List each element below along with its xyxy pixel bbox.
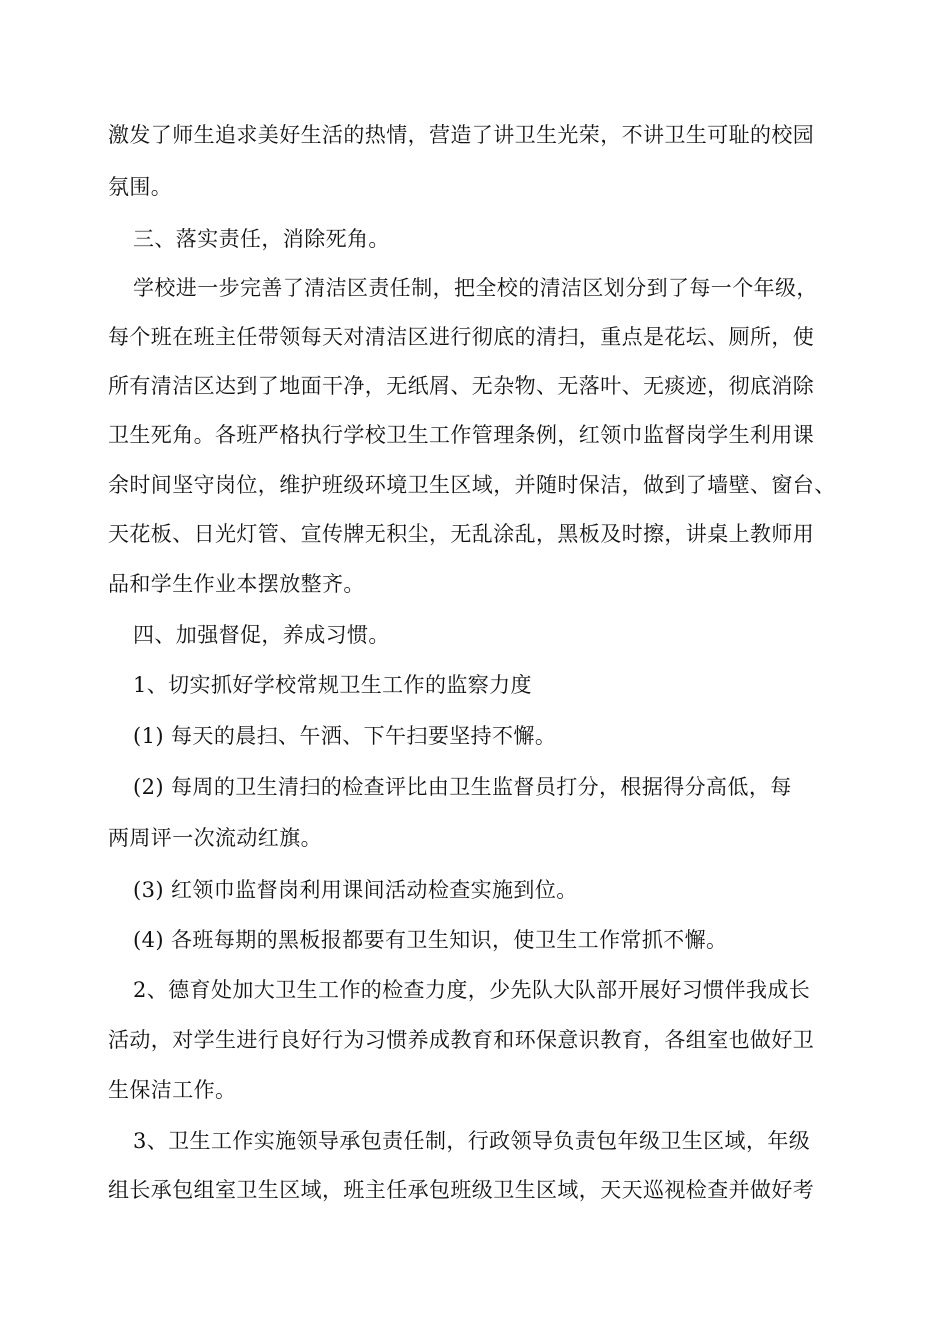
text-line: 氛围。: [108, 175, 173, 199]
section-heading: 三、落实责任，消除死角。: [133, 227, 390, 251]
text-line: 激发了师生追求美好生活的热情，营造了讲卫生光荣，不讲卫生可耻的校园: [108, 123, 815, 147]
text-line: 每个班在班主任带领每天对清洁区进行彻底的清扫，重点是花坛、厕所，使: [108, 325, 815, 349]
text-line: 活动，对学生进行良好行为习惯养成教育和环保意识教育，各组室也做好卫: [108, 1028, 815, 1052]
text-line: 3、卫生工作实施领导承包责任制，行政领导负责包年级卫生区域，年级: [133, 1129, 811, 1153]
text-line: 2、德育处加大卫生工作的检查力度，少先队大队部开展好习惯伴我成长: [133, 978, 811, 1002]
text-line: 两周评一次流动红旗。: [108, 826, 322, 850]
list-item: (1) 每天的晨扫、午洒、下午扫要坚持不懈。: [133, 724, 557, 748]
text-line: 生保洁工作。: [108, 1078, 237, 1102]
text-line: 品和学生作业本摆放整齐。: [108, 572, 365, 596]
text-line: 天花板、日光灯管、宣传牌无积尘，无乱涂乱，黑板及时擦，讲桌上教师用: [108, 522, 815, 546]
text-line: 组长承包组室卫生区域，班主任承包班级卫生区域，天天巡视检查并做好考: [108, 1178, 815, 1202]
section-heading: 四、加强督促，养成习惯。: [133, 623, 390, 647]
list-item: (4) 各班每期的黑板报都要有卫生知识，使卫生工作常抓不懈。: [133, 928, 728, 952]
list-item: (3) 红领巾监督岗利用课间活动检查实施到位。: [133, 878, 578, 902]
text-line: 卫生死角。各班严格执行学校卫生工作管理条例，红领巾监督岗学生利用课: [108, 423, 815, 447]
text-line: 所有清洁区达到了地面干净，无纸屑、无杂物、无落叶、无痰迹，彻底消除: [108, 374, 815, 398]
text-line: 学校进一步完善了清洁区责任制，把全校的清洁区划分到了每一个年级，: [133, 276, 818, 300]
text-line: 1、切实抓好学校常规卫生工作的监察力度: [133, 673, 532, 697]
list-item: (2) 每周的卫生清扫的检查评比由卫生监督员打分，根据得分高低，每: [133, 775, 792, 799]
text-line: 余时间坚守岗位，维护班级环境卫生区域，并随时保洁，做到了墙壁、窗台、: [108, 473, 836, 497]
